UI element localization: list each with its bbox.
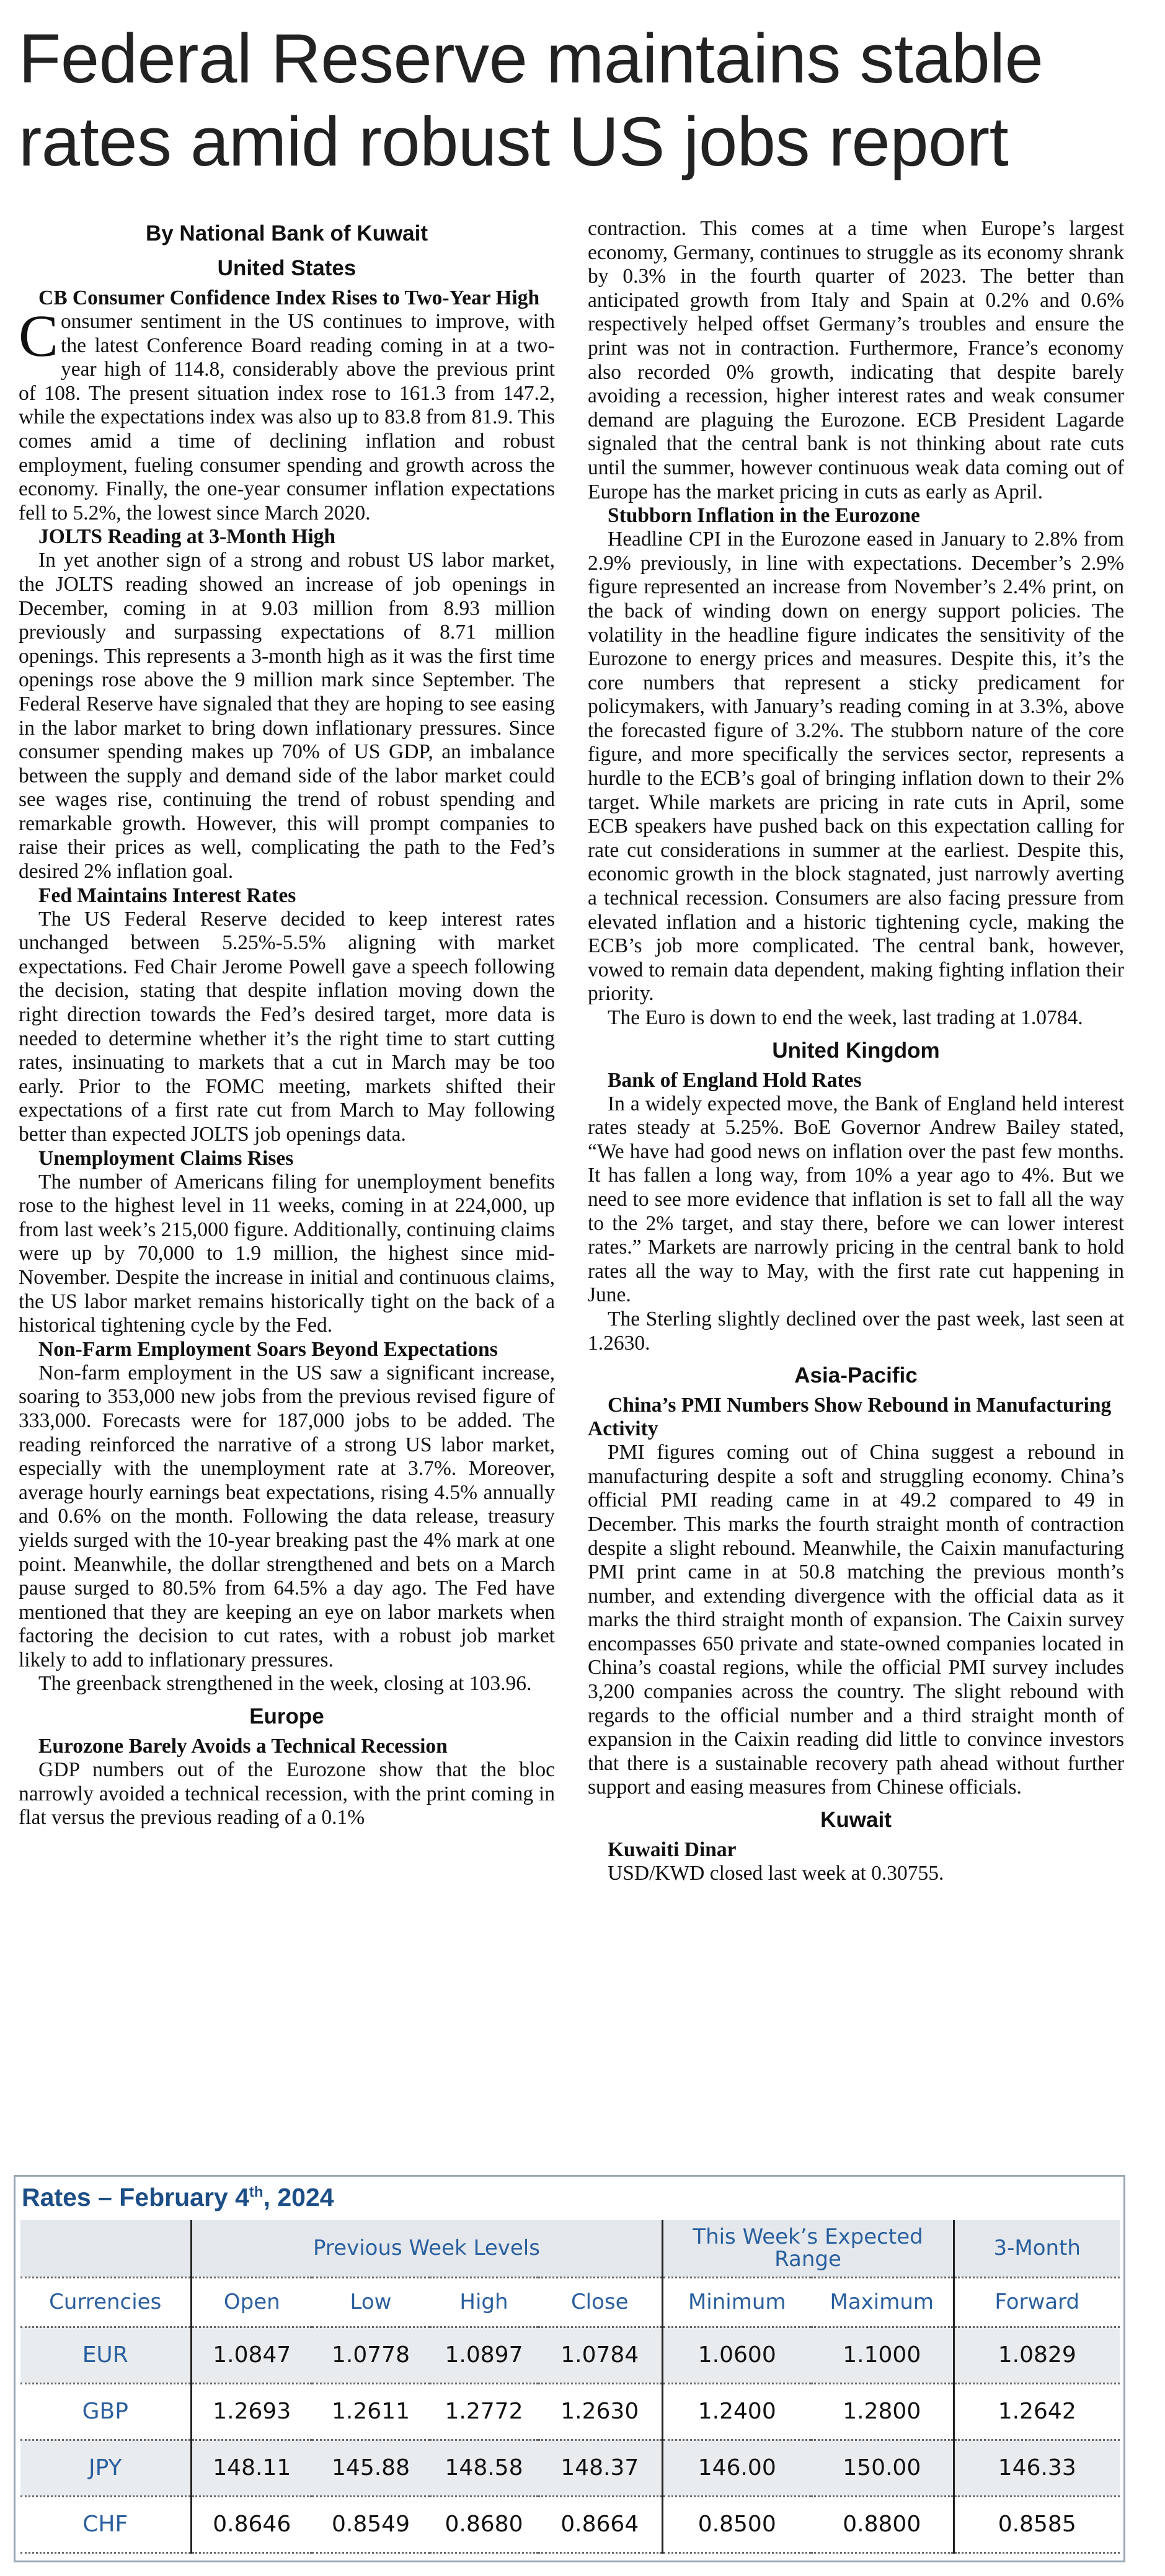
paragraph-eurozone-inflation: Headline CPI in the Eurozone eased in January to 2.8% from 2.9% previously, in line with expectations. December’s 2.9% figure represented an increase from November’s 2.4% print, on the back of winding down on energy support policies. The volatility in the headline figure indicates the sensitivity of the Eurozone to energy prices and measures. Despite this, it’s the core numbers that represent a sticky predicament for policymakers, with January’s reading coming in at 3.3%, above the forecasted figure of 3.2%. The stubborn nature of the core figure, and more specifically the services sector, represents a hurdle to the ECB’s goal of bringing inflation down to their 2% target. While markets are pricing in rate cuts in April, some ECB speakers have pushed back on this expectation calling for rate cut considerations in summer at the earliest. Despite this, economic growth in the block stagnated, just narrowly averting a technical recession. Consumers are also facing pressure from elevated inflation and a historic tightening cycle, making the ECB’s job more complicated. The central bank, however, vowed to remain data dependent, making fighting inflation their priority. xyxy=(588,528,1124,1006)
table-row xyxy=(20,2327,1120,2383)
byline: By National Bank of Kuwait xyxy=(145,221,428,246)
group-header-3-month: 3-Month xyxy=(954,2220,1120,2277)
subhead-boe: Bank of England Hold Rates xyxy=(608,1068,862,1092)
table-cell: 1.0897 xyxy=(430,2327,538,2383)
table-cell-currency: EUR xyxy=(20,2327,191,2383)
column-header: High xyxy=(430,2277,538,2327)
table-cell: 146.00 xyxy=(662,2440,811,2496)
table-cell: 1.2611 xyxy=(312,2383,430,2440)
table-cell: 0.8549 xyxy=(312,2496,430,2552)
region-title-us: United States xyxy=(217,256,357,280)
table-cell: 0.8585 xyxy=(954,2496,1120,2552)
table-row xyxy=(20,2496,1120,2552)
subhead-china-pmi: China’s PMI Numbers Show Rebound in Manufacturing Activity xyxy=(588,1394,1112,1441)
paragraph-eurozone-recession-start: GDP numbers out of the Eurozone show that the bloc narrowly avoided a technical recession, with the print coming in flat versus the previous reading of a 0.1% xyxy=(19,1758,555,1830)
rates-title-sup: th xyxy=(249,2184,264,2201)
table-cell: 1.2642 xyxy=(954,2383,1120,2440)
paragraph-fed-rates: The US Federal Reserve decided to keep interest rates unchanged between 5.25%-5.5% aligning with market expectations. Fed Chair Jerome Powell gave a speech following the decision, stating that despite inflation moving down the right direction towards the Fed’s desired target, more data is needed to determine whether it’s the right time to start cutting rates, insinuating to markets that a cut in March may be too early. Prior to the FOMC meeting, markets shifted their expectations of a first rate cut from March to May following better than expected JOLTS job openings data. xyxy=(19,907,555,1146)
table-cell: 1.2772 xyxy=(430,2383,538,2440)
group-header-previous-week: Previous Week Levels xyxy=(191,2220,662,2277)
column-header: Close xyxy=(538,2277,662,2327)
region-title-kuwait: Kuwait xyxy=(820,1808,892,1833)
region-title-europe: Europe xyxy=(249,1704,324,1729)
region-title-uk: United Kingdom xyxy=(772,1038,940,1063)
group-header-blank xyxy=(20,2220,191,2277)
paragraph-unemployment: The number of Americans filing for unemployment benefits rose to the highest level in 11 weeks, coming in at 224,000, up from last week’s 215,000 figure. Additionally, continuing claims were up by 70,000 to 1.9 million, the highest since mid-November. Despite the increase in initial and continuous claims, the US labor market remains historically tight on the back of a historical tightening cycle by the Fed. xyxy=(19,1170,555,1337)
paragraph-text: onsumer sentiment in the US continues to improve, with the latest Conference Board reading coming in at a two-year high of 114.8, considerably above the previous print of 108. The present situation index rose to 161.3 from 147.2, while the expectations index was also up to 83.8 from 81.9. This comes amid a time of declining inflation and robust employment, fueling consumer spending and growth across the economy. Finally, the one-year consumer inflation expectations fell to 5.2%, the lowest since March 2020. xyxy=(19,310,555,524)
table-cell: 1.0784 xyxy=(538,2327,662,2383)
region-title-asia: Asia-Pacific xyxy=(794,1363,918,1388)
table-cell: 1.2630 xyxy=(538,2383,662,2440)
table-cell: 1.2800 xyxy=(811,2383,954,2440)
table-cell: 0.8680 xyxy=(430,2496,538,2552)
table-cell: 0.8664 xyxy=(538,2496,662,2552)
subhead-jolts: JOLTS Reading at 3-Month High xyxy=(38,525,336,549)
paragraph-eurozone-recession-cont: contraction. This comes at a time when Europe’s largest economy, Germany, continues to struggle as its economy shrank by 0.3% in the fourth quarter of 2023. The better than anticipated growth from Italy and Spain at 0.2% and 0.6% respectively helped offset Germany’s troubles and ensure the print was not in contraction. Furthermore, France’s economy also recorded 0% growth, indicating that despite barely avoiding a recession, higher interest rates and weak consumer demand are plaguing the Eurozone. ECB President Lagarde signaled that the central bank is not thinking about rate cuts until the summer, however continuous weak data coming out of Europe has the market pricing in cuts as early as April. xyxy=(588,217,1124,503)
table-cell: 1.2693 xyxy=(191,2383,312,2440)
table-cell-currency: JPY xyxy=(20,2440,191,2496)
subhead-fed-rates: Fed Maintains Interest Rates xyxy=(38,883,296,907)
table-cell: 150.00 xyxy=(811,2440,954,2496)
table-cell-currency: GBP xyxy=(20,2383,191,2440)
paragraph-greenback: The greenback strengthened in the week, closing at 103.96. xyxy=(38,1672,532,1696)
group-header-expected-range: This Week’s Expected Range xyxy=(662,2220,954,2277)
paragraph-china-pmi: PMI figures coming out of China suggest a rebound in manufacturing despite a soft and struggling economy. China’s official PMI reading came in at 49.2 compared to 49 in December. This marks the fourth straight month of contraction despite a slight rebound. Meanwhile, the Caixin manufacturing PMI print came in at 50.8 matching the previous month’s number, and extending divergence with the official data as it marks the third straight month of expansion. The Caixin survey encompasses 650 private and state-owned companies located in China’s coastal regions, while the official PMI survey includes 3,200 companies across the country. The slight rebound with regards to the official number and a third straight month of expansion in the Caixin reading did little to convince investors that there is a sustainable recovery path ahead without further support and easing measures from Chinese officials. xyxy=(588,1441,1124,1799)
paragraph-euro: The Euro is down to end the week, last trading at 1.0784. xyxy=(608,1006,1083,1029)
table-cell: 146.33 xyxy=(954,2440,1120,2496)
subhead-nonfarm: Non-Farm Employment Soars Beyond Expectations xyxy=(38,1337,498,1361)
table-cell: 0.8646 xyxy=(191,2496,312,2552)
column-header: Currencies xyxy=(20,2277,191,2327)
rates-table xyxy=(20,2220,1120,2554)
table-cell: 148.37 xyxy=(538,2440,662,2496)
table-cell: 148.11 xyxy=(191,2440,312,2496)
table-row xyxy=(20,2383,1120,2440)
table-cell: 1.0847 xyxy=(191,2327,312,2383)
table-cell-currency: CHF xyxy=(20,2496,191,2552)
rates-table-box xyxy=(14,2175,1125,2562)
table-row xyxy=(20,2440,1120,2496)
paragraph-kuwaiti-dinar: USD/KWD closed last week at 0.30755. xyxy=(608,1862,944,1885)
rates-title-end: , 2024 xyxy=(263,2183,334,2211)
table-cell: 1.0778 xyxy=(312,2327,430,2383)
table-cell: 1.1000 xyxy=(811,2327,954,2383)
table-cell: 0.8500 xyxy=(662,2496,811,2552)
subhead-eurozone-recession: Eurozone Barely Avoids a Technical Recession xyxy=(38,1735,448,1758)
table-cell: 148.58 xyxy=(430,2440,538,2496)
paragraph-jolts: In yet another sign of a strong and robust US labor market, the JOLTS reading showed an increase of job openings in December, coming in at 9.03 million from 8.93 million previously and surpassing expectations of 8.71 million openings. This represents a 3-month high as it was the first time openings rose above the 9 million mark since September. The Federal Reserve have signaled that they are hoping to see easing in the labor market to bring down inflationary pressures. Since consumer spending makes up 70% of US GDP, an imbalance between the supply and demand side of the labor market could see wages rise, continuing the trend of robust spending and remarkable growth. However, this will prompt companies to raise their prices as well, complicating the path to the Fed’s desired 2% inflation goal. xyxy=(19,549,555,883)
drop-cap: C xyxy=(19,303,59,369)
paragraph-nonfarm: Non-farm employment in the US saw a significant increase, soaring to 353,000 new jobs from the previous revised figure of 333,000. Forecasts were for 187,000 jobs to be added. The reading reinforced the narrative of a strong US labor market, especially with the unemployment rate at 3.7%. Moreover, average hourly earnings beat expectations, rising 4.5% annually and 0.6% on the month. Following the data release, treasury yields surged with the 10-year breaking past the 4% mark at one point. Meanwhile, the dollar strengthened and bets on a March pause surged to 80.5% from 64.5% a day ago. The Fed have mentioned that they are keeping an eye on labor markets when factoring the decision to cut rates, with a robust job market likely to add to inflationary pressures. xyxy=(19,1361,555,1671)
table-cell: 0.8800 xyxy=(811,2496,954,2552)
paragraph-consumer-confidence xyxy=(19,303,555,525)
table-cell: 1.2400 xyxy=(662,2383,811,2440)
column-header: Minimum xyxy=(662,2277,811,2327)
subhead-eurozone-inflation: Stubborn Inflation in the Eurozone xyxy=(608,504,920,528)
subhead-consumer-confidence: CB Consumer Confidence Index Rises to Two-Year High xyxy=(38,286,540,309)
paragraph-sterling: The Sterling slightly declined over the past week, last seen at 1.2630. xyxy=(588,1307,1124,1355)
subhead-unemployment: Unemployment Claims Rises xyxy=(38,1146,294,1170)
rates-title xyxy=(22,2183,334,2212)
table-cell: 1.0829 xyxy=(954,2327,1120,2383)
column-header: Maximum xyxy=(811,2277,954,2327)
subhead-kuwaiti-dinar: Kuwaiti Dinar xyxy=(608,1838,737,1862)
column-header: Open xyxy=(191,2277,312,2327)
left-column xyxy=(19,218,555,1830)
table-cell: 1.0600 xyxy=(662,2327,811,2383)
table-cell: 145.88 xyxy=(312,2440,430,2496)
right-column xyxy=(588,217,1124,1886)
column-header: Forward xyxy=(954,2277,1120,2327)
paragraph-boe: In a widely expected move, the Bank of England held interest rates steady at 5.25%. BoE Governor Andrew Bailey stated, “We have had good news on inflation over the past few months. It has fallen a long way, from 10% a year ago to 4%. But we need to see more evidence that inflation is set to fall all the way to the 2% target, and stay there, before we can lower interest rates.” Markets are narrowly pricing in the central bank to hold rates all the way to May, with the first rate cut happening in June. xyxy=(588,1092,1124,1307)
column-header: Low xyxy=(312,2277,430,2327)
headline: Federal Reserve maintains stable rates amid robust US jobs report xyxy=(19,20,1043,180)
rates-title-main: Rates – February 4 xyxy=(22,2183,249,2211)
